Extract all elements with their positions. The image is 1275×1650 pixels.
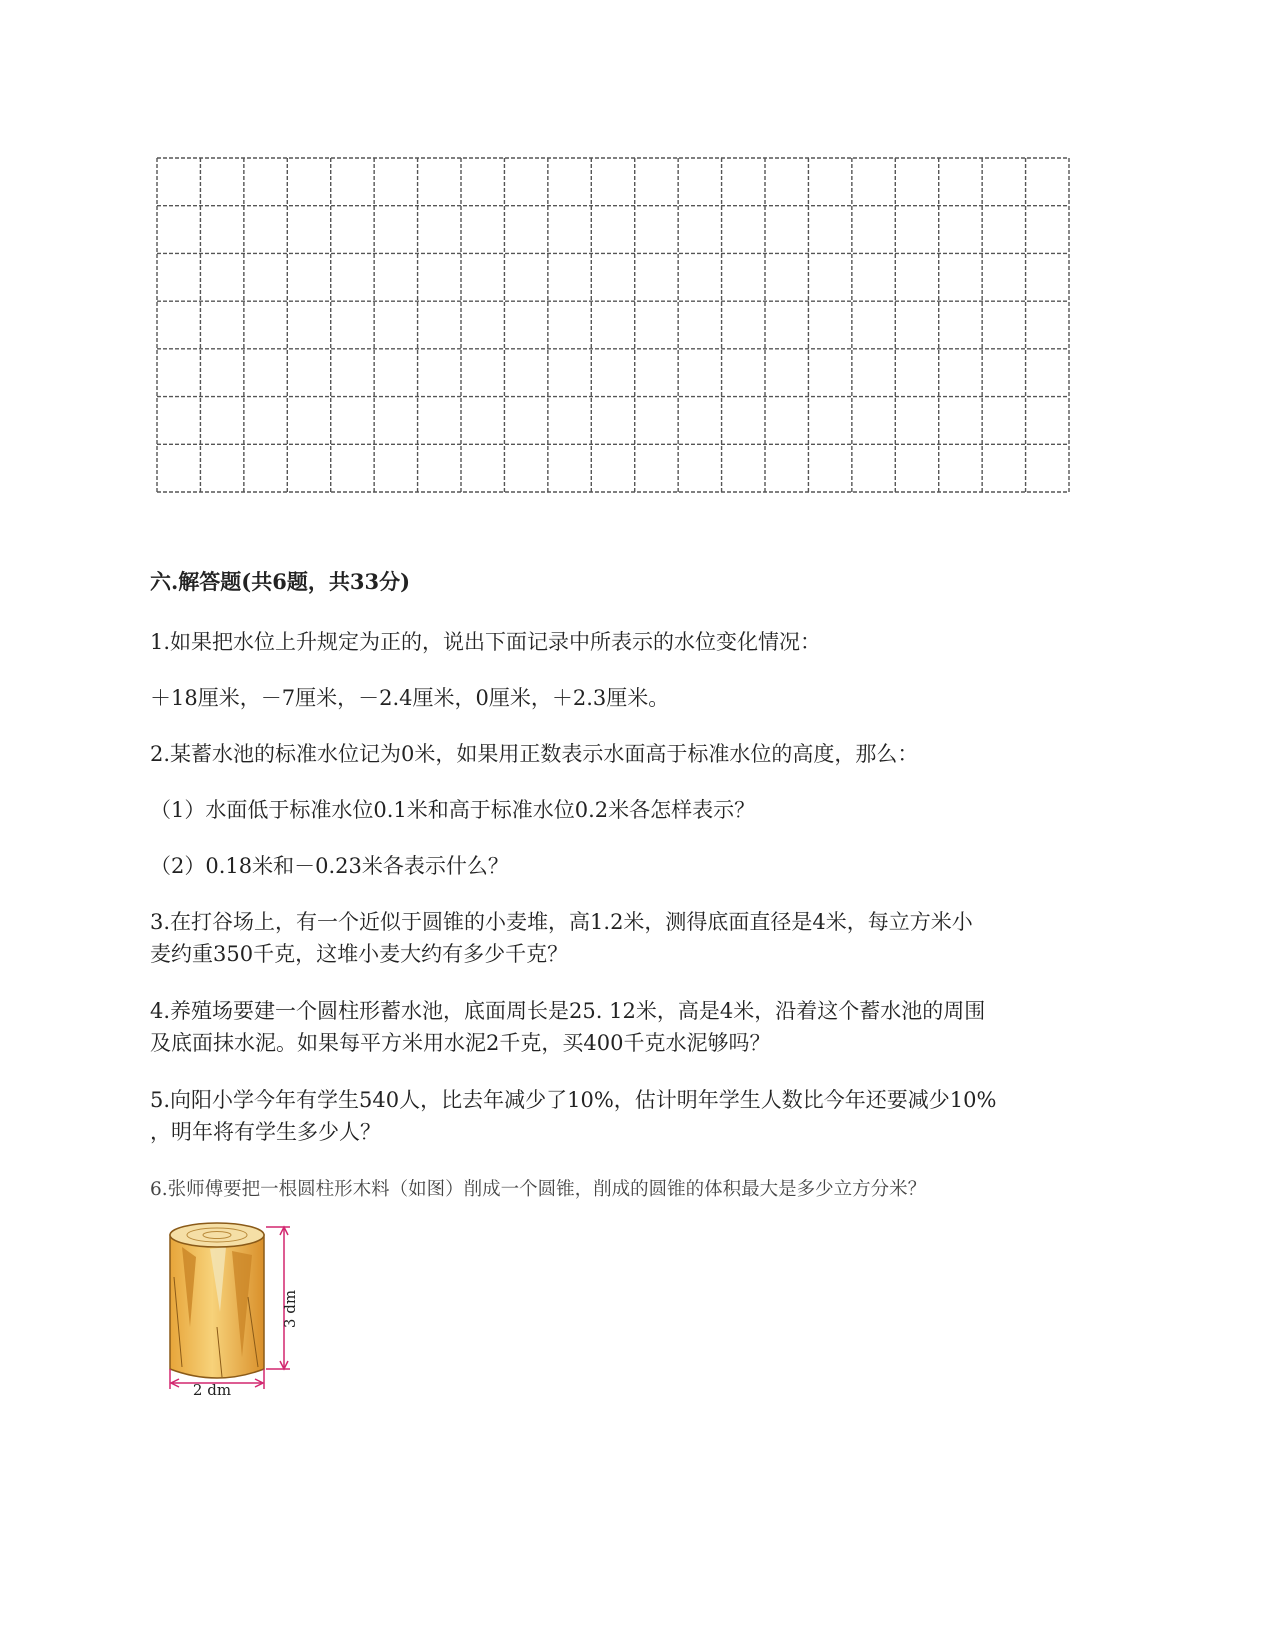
question-6-text: 6.张师傅要把一根圆柱形木料（如图）削成一个圆锥，削成的圆锥的体积最大是多少立方分米？	[150, 1179, 927, 1200]
question-5-text-line-2: ，明年将有学生多少人？	[150, 1120, 381, 1144]
question-1-values: ＋18厘米，－7厘米，－2.4厘米，0厘米，＋2.3厘米。	[150, 686, 670, 710]
question-2-part-1: （1）水面低于标准水位0.1米和高于标准水位0.2米各怎样表示？	[150, 798, 756, 822]
question-4-text-line-2: 及底面抹水泥。如果每平方米用水泥2千克，买400千克水泥够吗？	[150, 1031, 771, 1055]
log-top	[170, 1223, 264, 1247]
diameter-label: 2 dm	[192, 1381, 232, 1397]
question-3-text-line-1: 3.在打谷场上，有一个近似于圆锥的小麦堆，高1.2米，测得底面直径是4米，每立方米小	[150, 910, 973, 934]
question-4-text-line-1: 4.养殖场要建一个圆柱形蓄水池，底面周长是25. 12米，高是4米，沿着这个蓄水池的周围	[150, 999, 986, 1023]
question-2-part-2: （2）0.18米和－0.23米各表示什么？	[150, 854, 509, 878]
section-title: 六.解答题(共6题，共33分)	[150, 569, 411, 594]
answer-grid	[155, 156, 1075, 496]
question-5-text-line-1: 5.向阳小学今年有学生540人，比去年减少了10%，估计明年学生人数比今年还要减少10%	[150, 1088, 997, 1112]
question-3-text-line-2: 麦约重350千克，这堆小麦大约有多少千克？	[150, 942, 569, 966]
question-1-text: 1.如果把水位上升规定为正的，说出下面记录中所表示的水位变化情况：	[150, 630, 822, 654]
height-label: 3 dm	[281, 1289, 299, 1329]
log-body	[170, 1235, 264, 1378]
wooden-log-figure	[162, 1217, 312, 1397]
question-2-text: 2.某蓄水池的标准水位记为0米，如果用正数表示水面高于标准水位的高度，那么：	[150, 742, 919, 766]
